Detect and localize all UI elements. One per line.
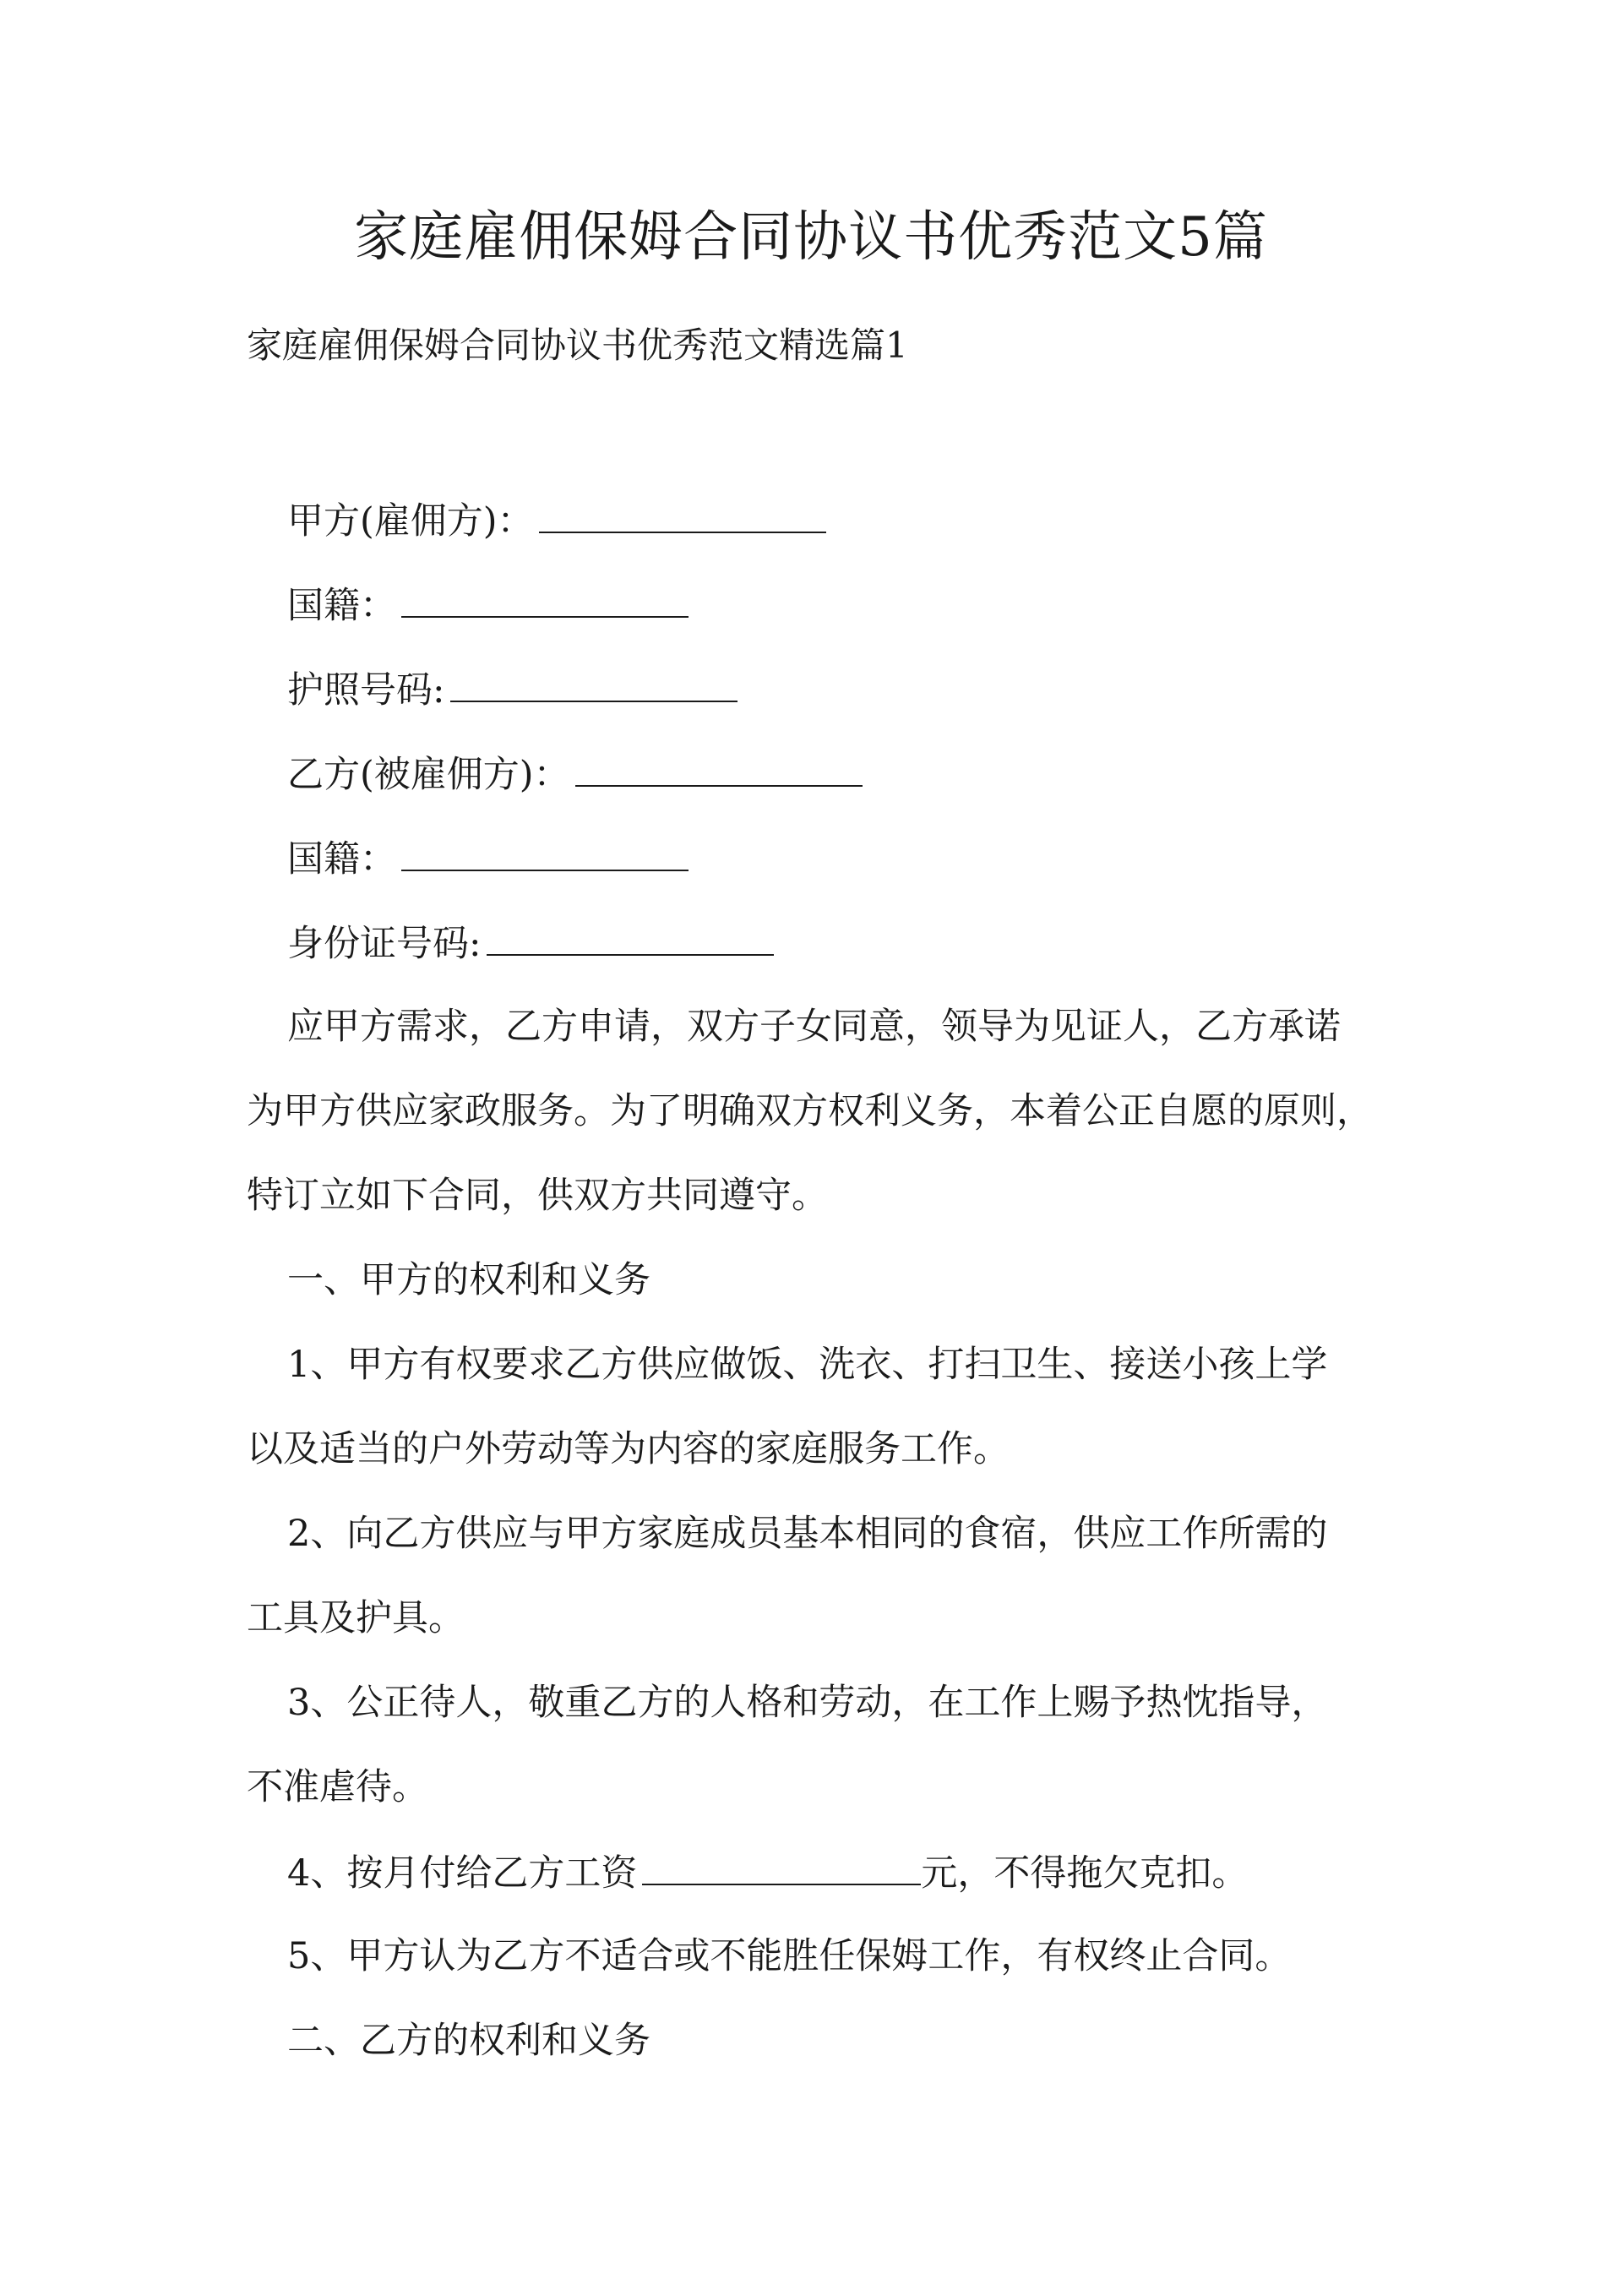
section-2-heading: 二、乙方的权利和义务: [287, 2020, 650, 2062]
field-label: 身份证号码:: [287, 923, 482, 965]
field-label: 乙方(被雇佣方)：: [287, 754, 570, 796]
clause-1-line-1: 1、甲方有权要求乙方供应做饭、洗衣、打扫卫生、接送小孩上学: [287, 1344, 1328, 1386]
document-subtitle: 家庭雇佣保姆合同协议书优秀范文精选篇1: [247, 324, 908, 366]
fill-blank: [539, 494, 826, 533]
field-passport: [287, 663, 738, 716]
fill-blank: [575, 748, 863, 787]
field-label: 国籍：: [287, 838, 396, 881]
field-nationality-a: [287, 579, 689, 631]
field-party-b: [287, 748, 863, 800]
fill-blank: [487, 917, 774, 956]
clause-4: [287, 1846, 1248, 1899]
clause-5: 5、甲方认为乙方不适合或不能胜任保姆工作，有权终止合同。: [287, 1935, 1292, 1977]
fill-blank: [401, 579, 689, 618]
fill-blank: [450, 663, 738, 702]
section-1-heading: 一、甲方的权利和义务: [287, 1259, 650, 1301]
field-label: 甲方(雇佣方)：: [287, 500, 534, 543]
field-nationality-b: [287, 832, 689, 885]
fill-blank: [642, 1846, 921, 1885]
intro-line-2: 为甲方供应家政服务。为了明确双方权利义务，本着公正自愿的原则，: [247, 1090, 1373, 1132]
field-id-number: [287, 917, 774, 969]
document-title: 家庭雇佣保姆合同协议书优秀范文5篇: [354, 206, 1268, 269]
clause-2-line-1: 2、向乙方供应与甲方家庭成员基本相同的食宿，供应工作所需的: [287, 1513, 1328, 1555]
clause-3-line-1: 3、公正待人，敬重乙方的人格和劳动，在工作上赐予热忱指导，: [287, 1682, 1328, 1724]
clause-4-text-before: 4、按月付给乙方工资: [287, 1852, 638, 1895]
intro-line-1: 应甲方需求，乙方申请，双方子女同意，领导为见证人，乙方承诺: [287, 1006, 1341, 1048]
field-label: 国籍：: [287, 585, 396, 627]
clause-1-line-2: 以及适当的户外劳动等为内容的家庭服务工作。: [247, 1428, 1010, 1470]
intro-line-3: 特订立如下合同，供双方共同遵守。: [247, 1175, 828, 1217]
clause-4-text-after: 元，不得拖欠克扣。: [921, 1852, 1249, 1895]
field-label: 护照号码:: [287, 669, 445, 712]
fill-blank: [401, 832, 689, 871]
clause-2-line-2: 工具及护具。: [247, 1597, 465, 1639]
clause-3-line-2: 不准虐待。: [247, 1766, 428, 1808]
field-party-a: [287, 494, 826, 547]
